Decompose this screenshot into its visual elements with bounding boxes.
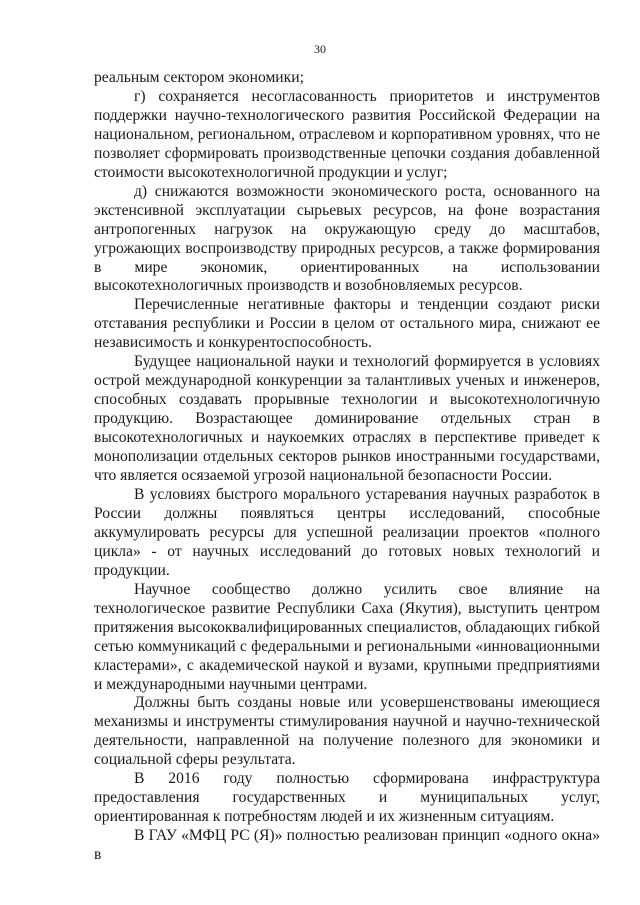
paragraph-continuation: реальным сектором экономики; bbox=[94, 69, 304, 86]
page-number: 30 bbox=[314, 42, 326, 56]
paragraph-research-centers: В условиях быстрого морального устаревания научных разработок в России должны появляться центры исследований, способные аккумулировать ресурсы для успешной реализации проектов «полного цикла» - от научных исследований до готовых новых технологий и продукции. bbox=[94, 485, 600, 579]
paragraph-risks: Перечисленные негативные факторы и тенденции создают риски отставания республики и России в целом от остального мира, снижают ее независимость и конкурентоспособность. bbox=[94, 296, 600, 352]
paragraph-scientific-community: Научное сообщество должно усилить свое влияние на технологическое развитие Республики Саха (Якутия), выступить центром притяжения высококвалифицированных специалистов, обладающих гибкой сетью коммуникаций с федеральными и региональными «инновационными кластерами», с академической наукой и вузами, крупными предприятиями и международными научными центрами. bbox=[94, 580, 600, 693]
paragraph-item-d: д) снижаются возможности экономического роста, основанного на экстенсивной эксплуатации сырьевых ресурсов, на фоне возрастания антропогенных нагрузок на окружающую среду до масштабов, угрожающих воспроизводству природных ресурсов, а также формирования в мире экономик, ориентированных на использовании высокотехнологичных производств и возобновляемых ресурсов. bbox=[94, 182, 600, 295]
paragraph-mechanisms: Должны быть созданы новые или усовершенствованы имеющиеся механизмы и инструменты стимулирования научной и научно-технической деятельности, направленной на получение полезного для экономики и социальной сферы результата. bbox=[94, 694, 600, 769]
paragraph-future-science: Будущее национальной науки и технологий формируется в условиях острой международной конкуренции за талантливых ученых и инженеров, способных создавать прорывные технологии и высокотехнологичную продукцию. Возрастающее доминирование отдельных стран в высокотехнологичных и наукоемких отраслях в перспективе приведет к монополизации отдельных секторов рынков иностранными государствами, что является осязаемой угрозой национальной безопасности России. bbox=[94, 353, 600, 485]
document-body bbox=[94, 69, 600, 865]
paragraph-mfc: В ГАУ «МФЦ РС (Я)» полностью реализован принцип «одного окна» в bbox=[94, 827, 600, 864]
paragraph-infrastructure-2016: В 2016 году полностью сформирована инфраструктура предоставления государственных и муниципальных услуг, ориентированная к потребностям людей и их жизненным ситуациям. bbox=[94, 770, 600, 826]
paragraph-item-g: г) сохраняется несогласованность приоритетов и инструментов поддержки научно-технологического развития Российской Федерации на национальном, региональном, отраслевом и корпоративном уровнях, что не позволяет сформировать производственные цепочки создания добавленной стоимости высокотехнологичной продукции и услуг; bbox=[94, 87, 600, 181]
